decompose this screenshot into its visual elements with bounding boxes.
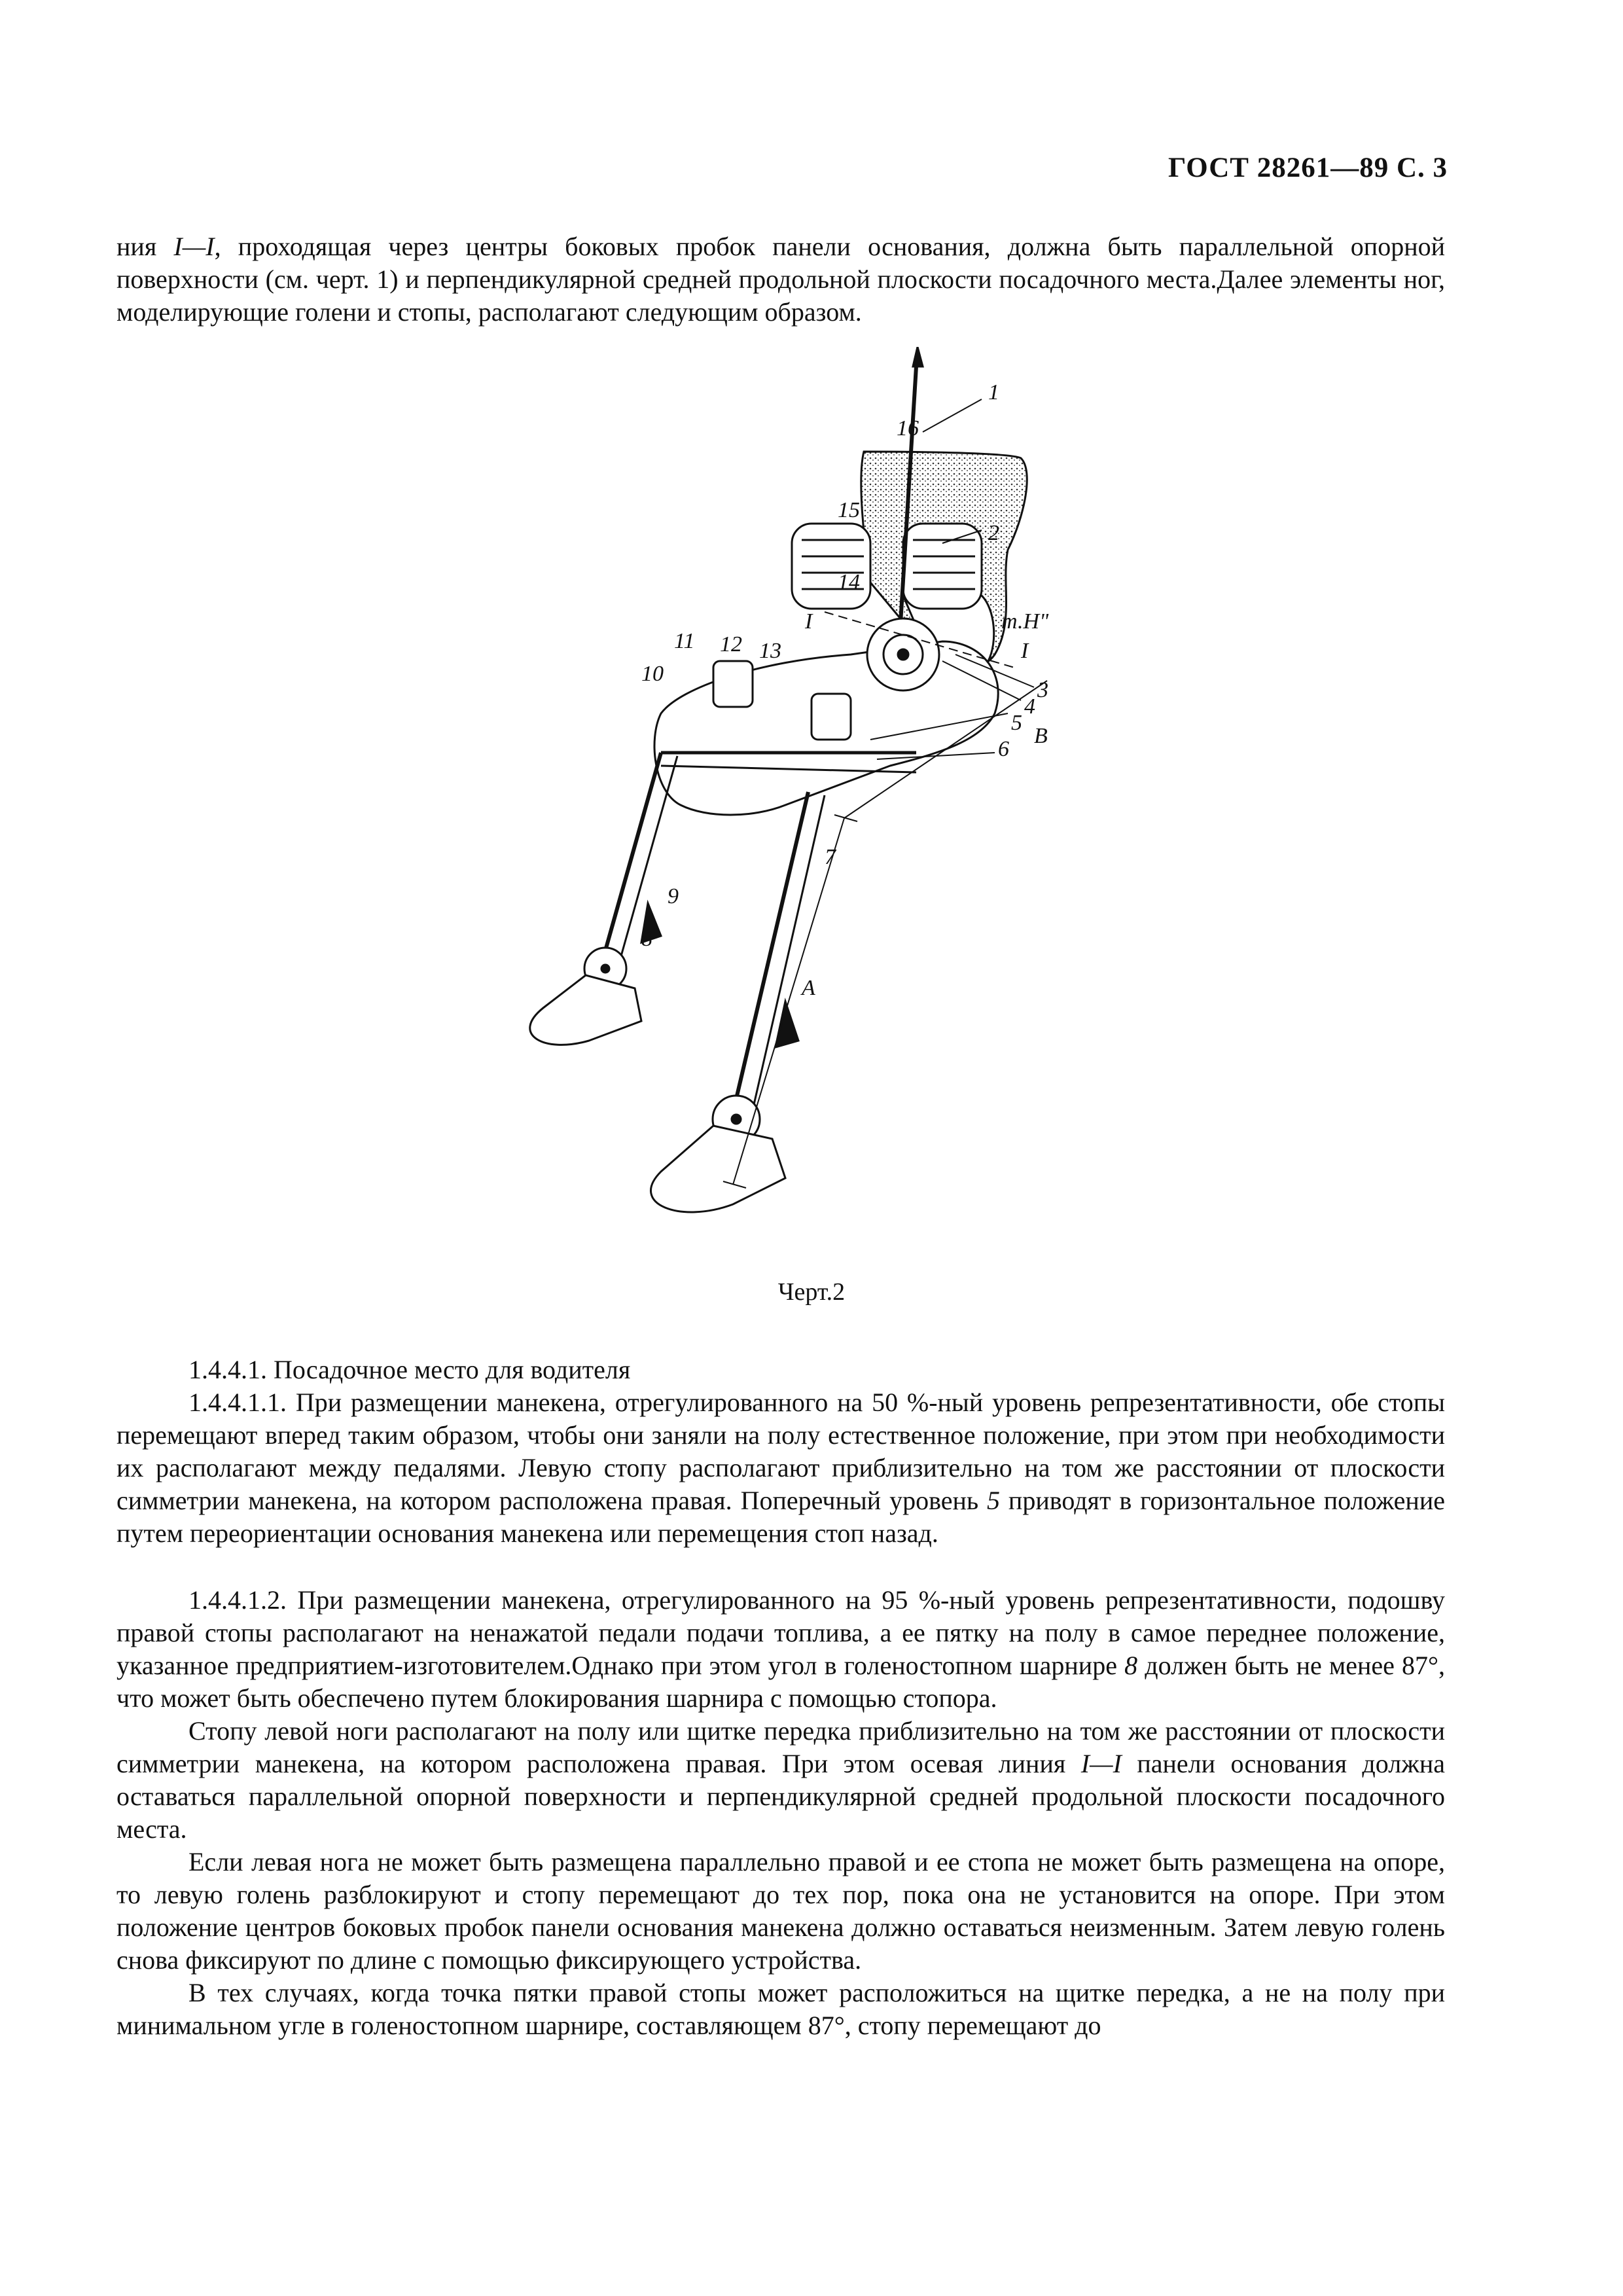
label-dim-b: B bbox=[1034, 724, 1048, 748]
p1-ref-level: 5 bbox=[987, 1486, 1001, 1515]
intro-text-start: ния bbox=[116, 232, 174, 261]
label-dim-a: A bbox=[802, 976, 815, 1000]
label-section-i-right: I bbox=[1021, 639, 1029, 663]
p3-axis-label: I—I bbox=[1080, 1749, 1122, 1778]
paragraph-1-4-4-1-2 bbox=[116, 1584, 1445, 1715]
label-point-h: т.H" bbox=[1001, 609, 1049, 634]
label-section-i-left: I bbox=[805, 609, 813, 634]
axis-label-I-I: I—I bbox=[173, 232, 215, 261]
label-13: 13 bbox=[759, 639, 781, 663]
label-9: 9 bbox=[668, 884, 679, 908]
paragraph-left-leg: Если левая нога не может быть размещена параллельно правой и ее стопа не может быть размещена на опоре, то левую голень разблокируют и стопу перемещают до тех пор, пока она не установится на опоре. При этом положение центров боковых пробок панели основания манекена должно оставаться неизменным. Затем левую голень снова фиксируют по длине с помощью фиксирующего устройства. bbox=[116, 1847, 1445, 1975]
p2-ref-joint: 8 bbox=[1124, 1651, 1138, 1680]
p2-text-start: 1.4.4.1.2. При размещении манекена, отрегулированного на 95 %-ный уровень репрезентативности, подошву правой стопы располагают на ненажатой педали подачи топлива, а ее пятку на полу в самое переднее положение, указанное предприятием-изготовителем.Однако при этом угол в голеностопном шарнире bbox=[116, 1585, 1445, 1680]
p3-text-start: Стопу левой ноги располагают на полу или щитке передка приблизительно на том же расстоянии от плоскости симметрии манекена, на котором расположена правая. При этом осевая линия bbox=[116, 1716, 1445, 1778]
label-16: 16 bbox=[897, 416, 919, 440]
label-7: 7 bbox=[825, 845, 836, 869]
p2-text-end: должен быть не менее 87°, что может быть обеспечено путем блокирования шарнира с помощью стопора. bbox=[116, 1651, 1446, 1713]
figure-mannequin-drawing bbox=[445, 347, 1296, 1276]
label-5: 5 bbox=[1011, 711, 1022, 735]
label-6: 6 bbox=[998, 737, 1009, 761]
label-3: 3 bbox=[1037, 678, 1048, 702]
p1-text-end: приводят в горизонтальное положение путем переориентации основания манекена или перемещения стоп назад. bbox=[116, 1486, 1445, 1548]
label-11: 11 bbox=[674, 629, 695, 653]
label-14: 14 bbox=[838, 570, 860, 594]
section-heading: 1.4.4.1. Посадочное место для водителя bbox=[188, 1355, 631, 1384]
label-4: 4 bbox=[1024, 694, 1035, 719]
label-2: 2 bbox=[988, 521, 999, 545]
page-header: ГОСТ 28261—89 С. 3 bbox=[1168, 152, 1448, 183]
paragraph-heel-point: В тех случаях, когда точка пятки правой стопы может расположиться на щитке передка, а не на полу при минимальном угле в голеностопном шарнире, составляющем 87°, стопу перемещают до bbox=[116, 1978, 1445, 2040]
p1-text-start: 1.4.4.1.1. При размещении манекена, отрегулированного на 50 %-ный уровень репрезентативности, обе стопы перемещают вперед таким образом, чтобы они заняли на полу естественное положение, при этом при необходимости их располагают между педалями. Левую стопу располагают приблизительно на том же расстоянии от плоскости симметрии манекена, на котором расположена правая. Поперечный уровень bbox=[116, 1388, 1445, 1515]
label-1: 1 bbox=[988, 380, 999, 404]
label-10: 10 bbox=[641, 662, 664, 686]
label-15: 15 bbox=[838, 498, 860, 522]
label-8: 8 bbox=[641, 927, 652, 951]
paragraph-left-foot bbox=[116, 1715, 1445, 1846]
paragraph-1-4-4-1-1 bbox=[116, 1386, 1445, 1550]
label-12: 12 bbox=[720, 632, 742, 656]
intro-paragraph bbox=[116, 230, 1445, 329]
intro-text-end: , проходящая через центры боковых пробок панели основания, должна быть параллельной опорной поверхности (см. черт. 1) и перпендикулярной средней продольной плоскости посадочного места.Далее элементы ног, моделирующие голени и стопы, располагают следующим образом. bbox=[116, 232, 1446, 327]
figure-caption: Черт.2 bbox=[777, 1278, 846, 1306]
p3-text-end: панели основания должна оставаться параллельной опорной поверхности и перпендикулярной средней продольной плоскости посадочного места. bbox=[116, 1749, 1446, 1844]
